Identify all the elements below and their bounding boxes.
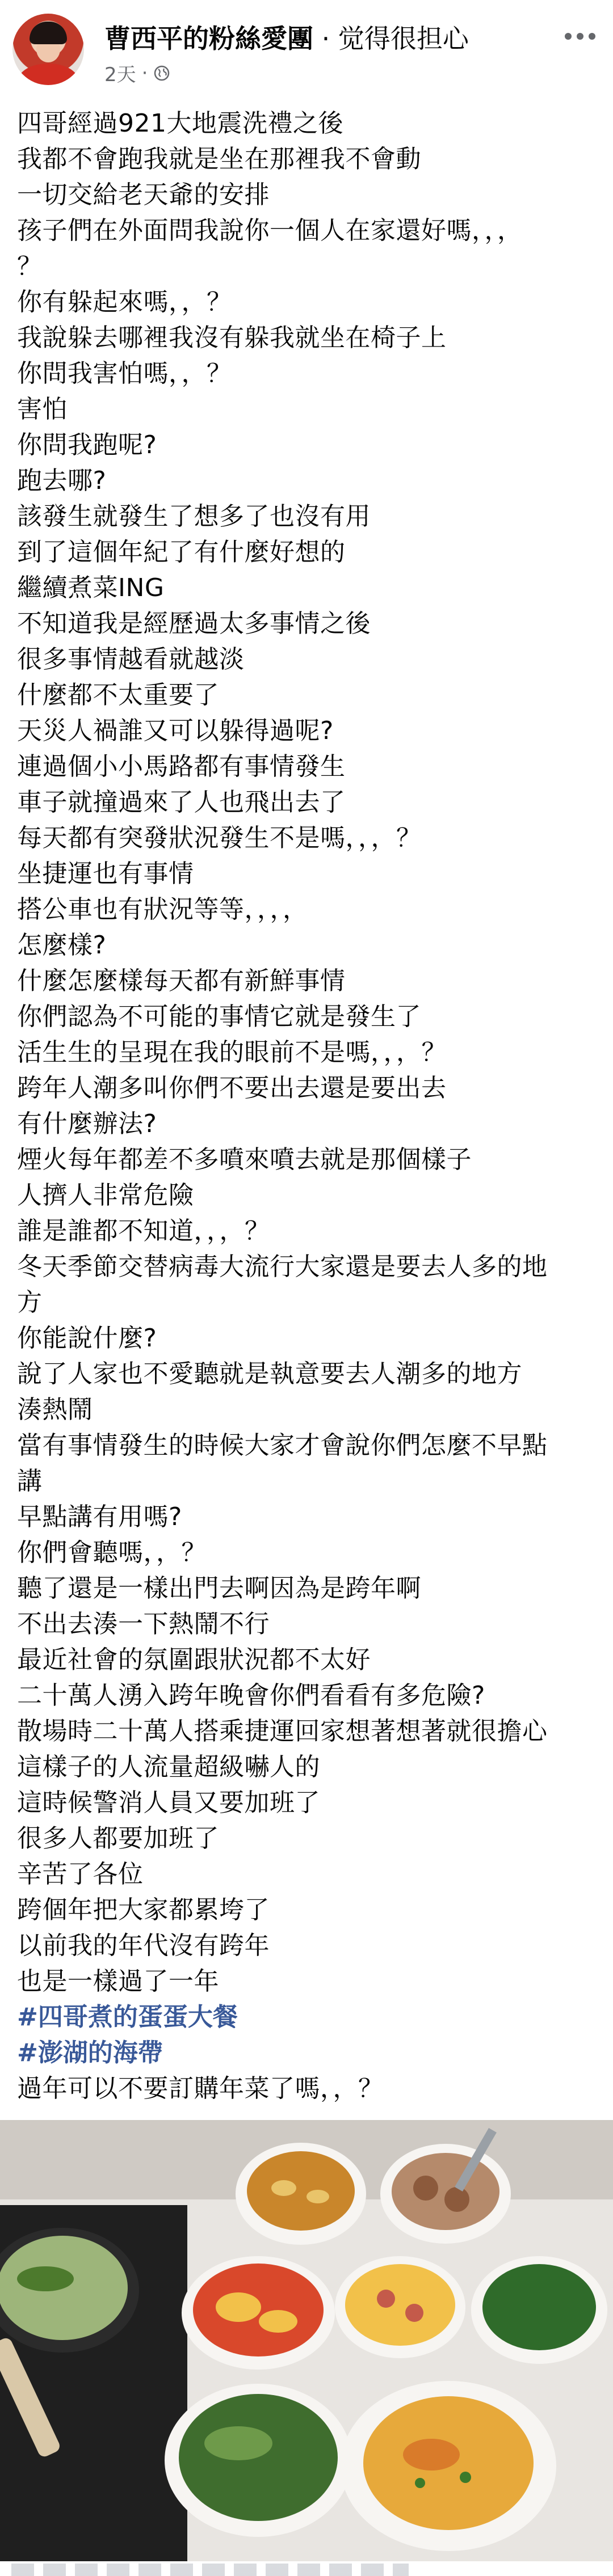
post-line: 你能說什麼? — [17, 1324, 157, 1353]
post-line: 我說躲去哪裡我沒有躲我就坐在椅子上 — [17, 323, 447, 352]
post-line: 誰是誰都不知道，，，？ — [17, 1217, 270, 1245]
post-line: 你們會聽嗎，，？ — [17, 1538, 207, 1567]
page-avatar[interactable] — [12, 14, 84, 85]
post-line: 四哥經過921大地震洗禮之後 — [17, 109, 343, 138]
meatball-shape — [444, 2187, 469, 2212]
post-line: 什麼怎麼樣每天都有新鮮事情 — [17, 966, 346, 995]
post-line: 搭公車也有狀況等等，，，， — [17, 895, 308, 924]
meta-separator: · — [141, 61, 148, 85]
post-line: 坐捷運也有事情 — [17, 859, 194, 888]
post-line: 我都不會跑我就是坐在那裡我不會動 — [17, 145, 421, 174]
post-line: 湊熱鬧 — [17, 1395, 93, 1424]
post-line: 這樣子的人流量超級嚇人的 — [17, 1752, 320, 1781]
post-line: 你問我跑呢? — [17, 430, 157, 459]
post-meta — [104, 59, 170, 87]
post-line: ？ — [17, 252, 43, 281]
leaf-shape — [204, 2426, 272, 2460]
meatball-shape — [413, 2176, 438, 2201]
feeling-status: 觉得很担心 — [338, 23, 469, 54]
post-line: 什麼都不太重要了 — [17, 681, 219, 710]
post-line: 不知道我是經歷過太多事情之後 — [17, 609, 371, 638]
post-line: 跨年人潮多叫你們不要出去還是要出去 — [17, 1074, 447, 1103]
post-line: 天災人禍誰又可以躲得過呢? — [17, 716, 334, 745]
avatar-shirt-shape — [18, 64, 78, 85]
hashtag-link[interactable]: #澎湖的海帶 — [17, 2038, 163, 2067]
post-line: 活生生的呈現在我的眼前不是嗎，，，？ — [17, 1038, 447, 1067]
soup-greens-shape — [17, 2266, 74, 2291]
sausage-slice-shape — [377, 2290, 395, 2308]
globe-icon[interactable] — [153, 65, 170, 82]
potato-shape — [271, 2180, 296, 2196]
post-line: 很多事情越看就越淡 — [17, 645, 245, 674]
post-header — [0, 0, 613, 91]
post-line: 跨個年把大家都累垮了 — [17, 1895, 270, 1924]
page-name-link[interactable]: 曹西平的粉絲愛團 — [104, 23, 313, 54]
post-line: 一切交給老天爺的安排 — [17, 180, 270, 209]
post-line: 你有躲起來嗎，，？ — [17, 288, 232, 316]
post-line: 這時候警消人員又要加班了 — [17, 1788, 320, 1817]
post-line: 人擠人非常危險 — [17, 1181, 194, 1210]
post-line: 煙火每年都差不多噴來噴去就是那個樣子 — [17, 1145, 472, 1174]
cutoff-content-shape — [11, 2564, 409, 2576]
post-line: 跑去哪? — [17, 466, 107, 495]
post-line: 冬天季節交替病毒大流行大家還是要去人多的地 — [17, 1252, 548, 1281]
feeling-separator: · — [313, 23, 338, 54]
post-line: 講 — [17, 1467, 43, 1496]
post-line: 很多人都要加班了 — [17, 1824, 219, 1853]
meatball-sauce-shape — [392, 2153, 499, 2230]
post-line: 最近社會的氛圍跟狀況都不太好 — [17, 1645, 371, 1674]
post-line: 散場時二十萬人搭乘捷運回家想著想著就很擔心 — [17, 1717, 548, 1746]
post-line: 該發生就發生了想多了也沒有用 — [17, 502, 371, 531]
post-line: 說了人家也不愛聽就是執意要去人潮多的地方 — [17, 1359, 522, 1388]
post-text — [17, 105, 602, 2106]
post-line: 每天都有突發狀況發生不是嗎，，，？ — [17, 824, 422, 852]
scallion-shape — [460, 2472, 471, 2483]
post-line: 車子就撞過來了人也飛出去了 — [17, 788, 346, 817]
scallion-shape — [415, 2478, 425, 2488]
egg-piece-shape — [259, 2310, 297, 2333]
post-closing-line: 過年可以不要訂購年菜了嗎，，？ — [17, 2074, 384, 2103]
post-line: 有什麼辦法? — [17, 1109, 157, 1138]
post-line: 以前我的年代沒有跨年 — [17, 1931, 270, 1960]
post-line: 不出去湊一下熱鬧不行 — [17, 1610, 270, 1638]
post-line: 你們認為不可能的事情它就是發生了 — [17, 1002, 421, 1031]
avatar-hair-shape — [30, 22, 67, 44]
post-line: 二十萬人湧入跨年晚會你們看看有多危險? — [17, 1681, 485, 1710]
more-horizontal-icon[interactable] — [562, 25, 598, 48]
egg-piece-shape — [216, 2292, 261, 2322]
post-line: 怎麼樣? — [17, 931, 107, 960]
food-photo-illustration — [0, 2120, 613, 2561]
post-line: 繼續煮菜ING — [17, 573, 165, 602]
seaweed-dish-shape — [179, 2394, 338, 2521]
next-post-peek — [0, 2561, 613, 2576]
post-line: 你問我害怕嗎，，？ — [17, 359, 232, 388]
sausage-egg-shape — [345, 2264, 455, 2346]
omelette-browning-shape — [403, 2439, 460, 2471]
potato-shape — [306, 2190, 329, 2203]
post-line: 聽了還是一樣出門去啊因為是跨年啊 — [17, 1574, 421, 1603]
post-line: 連過個小小馬路都有事情發生 — [17, 752, 346, 781]
curry-shape — [247, 2151, 355, 2231]
post-line: 辛苦了各位 — [17, 1860, 144, 1889]
author-line — [104, 18, 469, 56]
hashtag-link[interactable]: #四哥煮的蛋蛋大餐 — [17, 2003, 238, 2032]
post-photo[interactable] — [0, 2120, 613, 2561]
post-timestamp-link[interactable]: 2天 — [104, 64, 136, 86]
post-line: 到了這個年紀了有什麼好想的 — [17, 538, 346, 567]
post-line: 當有事情發生的時候大家才會說你們怎麼不早點 — [17, 1431, 548, 1460]
sausage-slice-shape — [405, 2304, 423, 2322]
greens-shape — [482, 2264, 596, 2350]
post-line: 早點講有用嗎? — [17, 1502, 182, 1531]
post-line: 方 — [17, 1288, 43, 1317]
post-line: 害怕 — [17, 395, 68, 424]
post-line: 也是一樣過了一年 — [17, 1967, 219, 1996]
post-line: 孩子們在外面問我說你一個人在家還好嗎，，， — [17, 216, 523, 245]
